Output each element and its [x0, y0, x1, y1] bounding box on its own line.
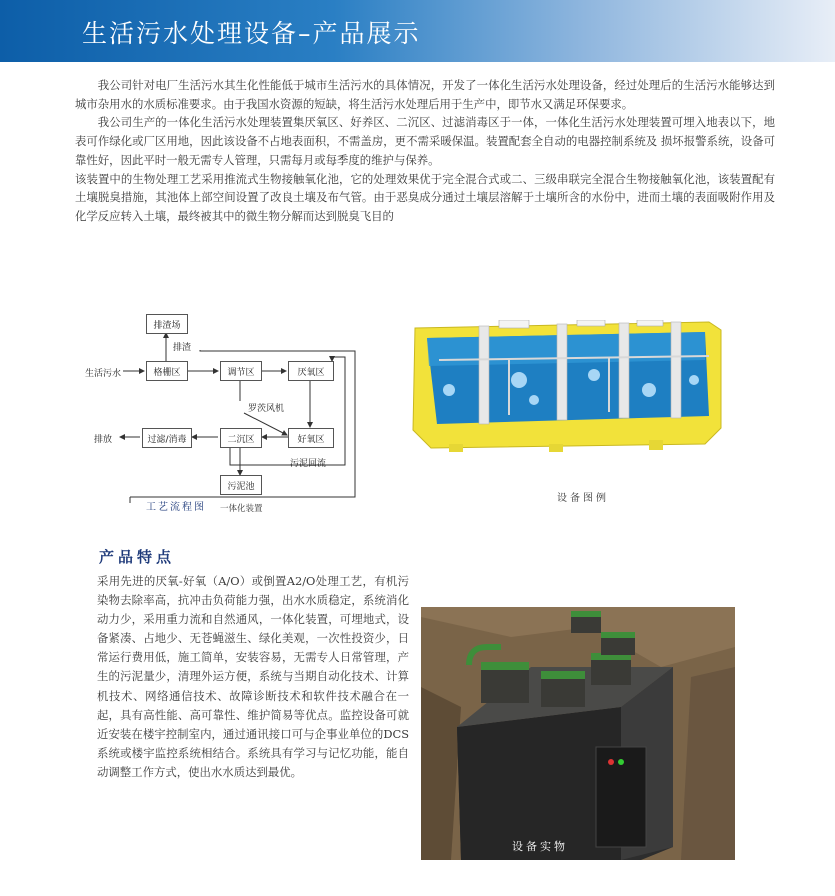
label-discharge: 排放 [94, 435, 113, 445]
box-secondary-clarifier: 二沉区 [220, 428, 262, 448]
box-grid: 格栅区 [146, 361, 188, 381]
intro-paragraph-3: 该装置中的生物处理工艺采用推流式生物接触氧化池，它的处理效果优于完全混合式或二、三级串联完全混合生物接触氧化池，该装置配有土壤脱臭措施，其池体上部空间设置了改良土壤及布气管。由于恶臭成分通过土壤层溶解于土壤所含的水份中，进而土壤的表面吸附作用及化学反应转入土壤，最终被其中的微生物分解而达到脱臭飞目的 [75, 171, 775, 223]
box-anaerobic: 厌氧区 [288, 361, 334, 381]
box-sludge-tank: 污泥池 [220, 475, 262, 495]
features-paragraph: 采用先进的厌氧-好氧（A/O）或倒置A2/O处理工艺，有机污染物去除率高，抗冲击负荷能力强，出水水质稳定，系统消化动力少，采用重力流和自然通风，一体化装置，可埋地式，设备紧凑、占地少、无苍蝇滋生、绿化美观，一次性投资少，日常运行费用低，施工简单，安装容易，无需专人日常管理，产生的污泥量少，清理外运方便，系统与当期自动化技术、计算机技术、网络通信技术、故障诊断技术和软件技术融合在一起，具有高性能、高可靠性、维护简易等优点。监控设备可就近安装在楼宇控制室内，通过通讯接口可与企事业单位的DCS系统或楼宇监控系统相结合。系统具有学习与记忆功能，能自动调整工作方式，使出水水质达到最优。 [97, 574, 409, 779]
equipment-caption: 设备图例 [557, 493, 609, 504]
equipment-photo [421, 607, 735, 860]
label-slag: 排渣 [173, 343, 192, 353]
page-header [0, 0, 835, 62]
label-integrated-unit: 一体化装置 [220, 504, 263, 514]
features-title: 产品特点 [99, 548, 176, 566]
intro-section [75, 76, 775, 226]
box-regulate: 调节区 [220, 361, 262, 381]
label-roots-blower: 罗茨风机 [248, 404, 285, 414]
photo-caption: 设备实物 [512, 840, 568, 853]
equipment-illustration [409, 320, 725, 452]
label-input-sewage: 生活污水 [85, 369, 122, 379]
intro-paragraph-2: 我公司生产的一体化生活污水处理装置集厌氧区、好养区、二沉区、过滤消毒区于一体，一体化生活污水处理装置可埋入地表以下，地表可作绿化或厂区用地，因此该设备不占地表面积，不需盖房，更不需采暖保温。装置配套全自动的电器控制系统及 损坏报警系统，设备可靠性好，因此平时一般无需专人管理，只需每月或每季度的维护与保养。 [75, 115, 775, 167]
page-title: 生活污水处理设备–产品展示 [82, 19, 421, 48]
box-aerobic: 好氧区 [288, 428, 334, 448]
features-text [97, 572, 409, 782]
box-slag-yard: 排渣场 [146, 314, 188, 334]
flow-caption: 工艺流程图 [146, 502, 206, 513]
intro-paragraph-1: 我公司针对电厂生活污水其生化性能低于城市生活污水的具体情况，开发了一体化生活污水处理设备，经过处理后的生活污水能够达到城市杂用水的水质标准要求。由于我国水资源的短缺，将生活污水处理后用于生产中，即节水又满足环保要求。 [75, 78, 775, 111]
process-flow-diagram [80, 305, 380, 520]
label-sludge-return: 污泥回流 [290, 459, 327, 469]
box-filter-disinfect: 过滤/消毒 [142, 428, 192, 448]
